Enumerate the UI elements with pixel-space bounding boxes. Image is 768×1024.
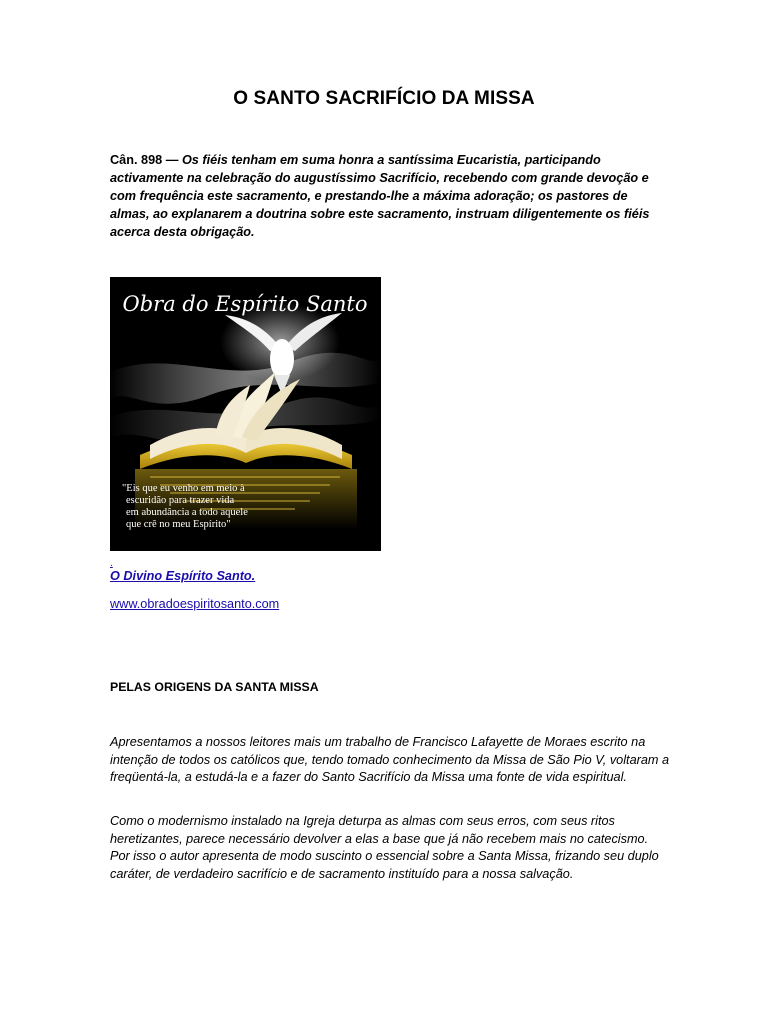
- image-quote-line: que crê no meu Espírito": [126, 519, 231, 530]
- body-paragraph: Apresentamos a nossos leitores mais um trabalho de Francisco Lafayette de Moraes escrito na intenção de todos os católicos que, tendo tomado conhecimento da Missa de São Pio V, voltaram a freqüentá-la, a estudá-la e a fazer do Santo Sacrifício da Missa uma fonte de vida espiritual.: [110, 735, 670, 785]
- divino-espirito-santo-link[interactable]: O Divino Espírito Santo.: [110, 569, 256, 583]
- canon-text: Os fiéis tenham em suma honra a santíssima Eucaristia, participando activamente na celebração do augustíssimo Sacrifício, recebendo com grande devoção e com frequência este sacramento, e prestando-lhe a máxima adoração; os pastores de almas, ao explanarem a doutrina sobre este sacramento, instruam diligentemente os fiéis acerca desta obrigação.: [110, 153, 650, 239]
- holy-spirit-image: [110, 277, 381, 551]
- image-quote-line: "Eis que eu venho em meio à: [122, 483, 245, 494]
- image-link-marker[interactable]: .: [110, 558, 113, 569]
- body-paragraph: Como o modernismo instalado na Igreja deturpa as almas com seus erros, com seus ritos heretizantes, parece necessário devolver a elas a base que já não recebem mais no catecismo. Por isso o autor apresenta de modo suscinto o essencial sobre a Santa Missa, frizando seu duplo caráter, de verdadeiro sacrifício e de sacramento instituído para a nossa salvação.: [110, 814, 659, 881]
- image-heading: Obra do Espírito Santo: [122, 292, 368, 316]
- image-quote-line: em abundância a todo aquele: [126, 507, 248, 518]
- page-title: O SANTO SACRIFÍCIO DA MISSA: [233, 88, 535, 109]
- website-link[interactable]: www.obradoespiritosanto.com: [110, 597, 280, 611]
- canon-reference: Cân. 898 —: [110, 153, 182, 167]
- canon-paragraph: [110, 151, 666, 241]
- section-heading: PELAS ORIGENS DA SANTA MISSA: [110, 680, 319, 694]
- image-quote-line: escuridão para trazer vida: [126, 495, 235, 506]
